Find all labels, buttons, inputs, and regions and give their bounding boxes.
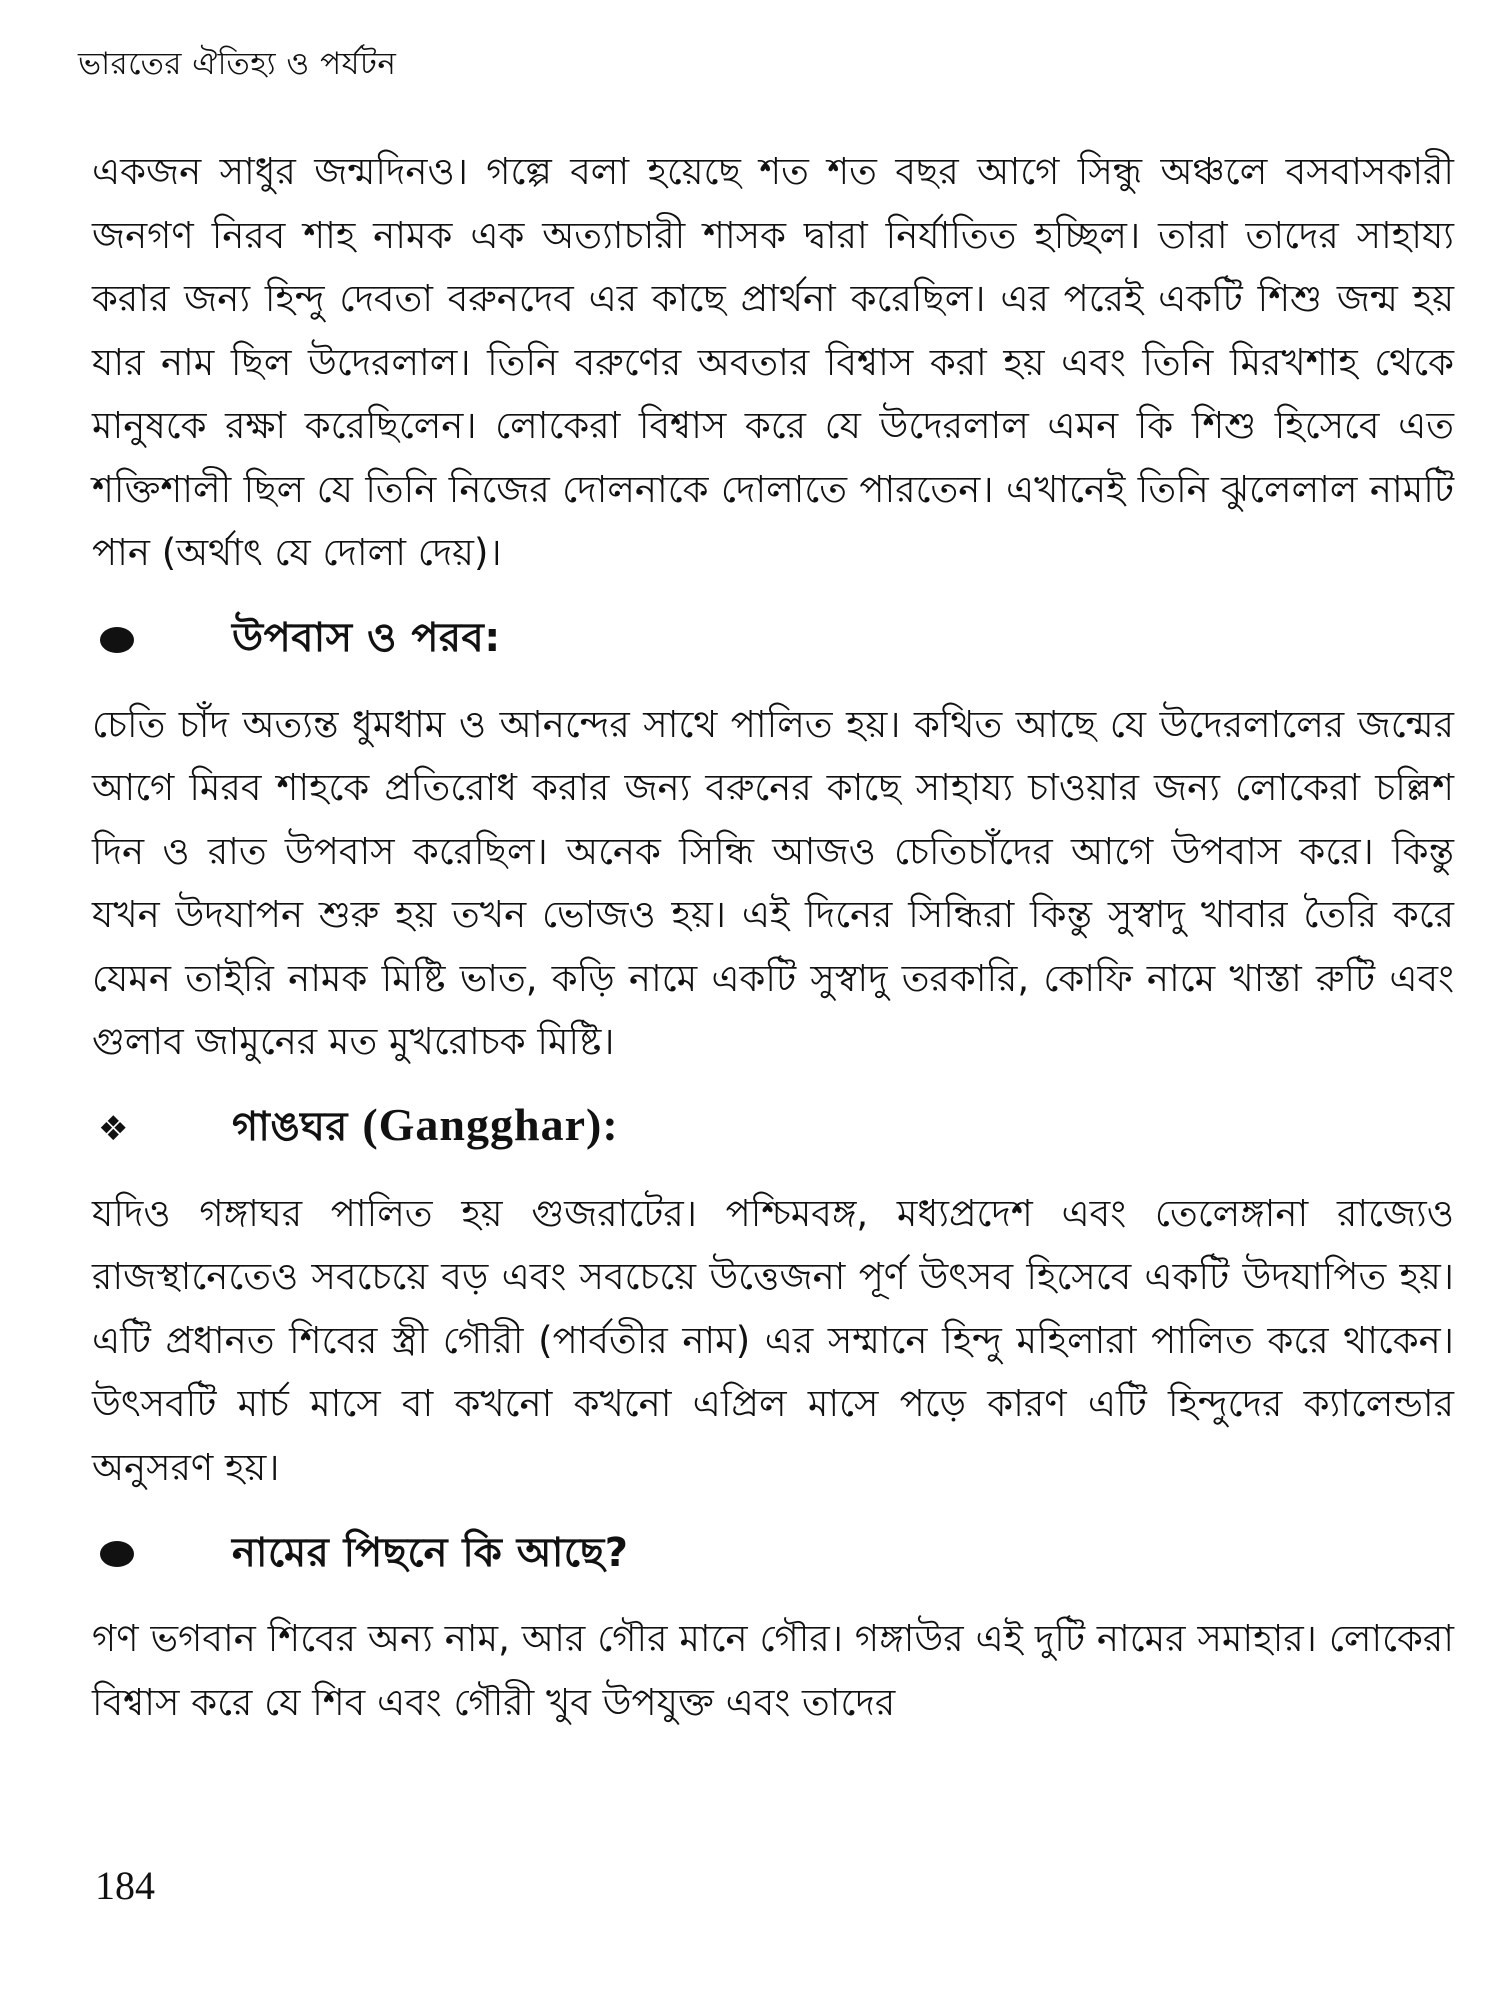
heading-title-gangghar-english: (Gangghar):: [362, 1099, 619, 1150]
section-heading-gangghar: [92, 1088, 1454, 1170]
heading-marker: [92, 1108, 232, 1149]
section-heading-fasting: [92, 599, 1454, 681]
heading-marker: [92, 1541, 232, 1567]
paragraph-jhulelal-story: একজন সাধুর জন্মদিনও। গল্পে বলা হয়েছে শত শত বছর আগে সিন্ধু অঞ্চলে বসবাসকারী জনগণ নিরব শাহ নামক এক অত্যাচারী শাসক দ্বারা নির্যাতিত হচ্ছিল। তারা তাদের সাহায্য করার জন্য হিন্দু দেবতা বরুনদেব এর কাছে প্রার্থনা করেছিল। এর পরেই একটি শিশু জন্ম হয় যার নাম ছিল উদেরলাল। তিনি বরুণের অবতার বিশ্বাস করা হয় এবং তিনি মিরখশাহ থেকে মানুষকে রক্ষা করেছিলেন। লোকেরা বিশ্বাস করে যে উদেরলাল এমন কি শিশু হিসেবে এত শক্তিশালী ছিল যে তিনি নিজের দোলনাকে দোলাতে পারতেন। এখানেই তিনি ঝুলেলাল নামটি পান (অর্থাৎ যে দোলা দেয়)।: [92, 150, 1454, 574]
running-header: ভারতের ঐতিহ্য ও পর্যটন: [78, 46, 397, 82]
bullet-dot-icon: [100, 1541, 134, 1567]
section-heading-name-meaning: [92, 1513, 1454, 1595]
heading-title-gangghar-bengali: গাঙঘর: [232, 1104, 348, 1150]
heading-title-name-meaning: নামের পিছনে কি আছে?: [232, 1529, 629, 1576]
page-number: 184: [95, 1863, 155, 1908]
four-diamond-icon: ❖: [98, 1108, 129, 1149]
heading-title-fasting: উপবাস ও পরব:: [232, 615, 501, 661]
heading-marker: [92, 627, 232, 653]
heading-title-gangghar: [232, 1095, 619, 1162]
paragraph-fasting-feast: চেতি চাঁদ অত্যন্ত ধুমধাম ও আনন্দের সাথে পালিত হয়। কথিত আছে যে উদেরলালের জন্মের আগে মিরব শাহকে প্রতিরোধ করার জন্য বরুনের কাছে সাহায্য চাওয়ার জন্য লোকেরা চল্লিশ দিন ও রাত উপবাস করেছিল। অনেক সিন্ধি আজও চেতিচাঁদের আগে উপবাস করে। কিন্তু যখন উদযাপন শুরু হয় তখন ভোজও হয়। এই দিনের সিন্ধিরা কিন্তু সুস্বাদু খাবার তৈরি করে যেমন তাইরি নামক মিষ্টি ভাত, কড়ি নামে একটি সুস্বাদু তরকারি, কোফি নামে খাস্তা রুটি এবং গুলাব জামুনের মত মুখরোচক মিষ্টি।: [92, 702, 1454, 1063]
bullet-dot-icon: [100, 627, 134, 653]
paragraph-gangghar-festival: যদিও গঙ্গাঘর পালিত হয় গুজরাটের। পশ্চিমবঙ্গ, মধ্যপ্রদেশ এবং তেলেঙ্গানা রাজ্যেও রাজস্থানেতেও সবচেয়ে বড় এবং সবচেয়ে উত্তেজনা পূর্ণ উৎসব হিসেবে একটি উদযাপিত হয়। এটি প্রধানত শিবের স্ত্রী গৌরী (পার্বতীর নাম) এর সম্মানে হিন্দু মহিলারা পালিত করে থাকেন। উৎসবটি মার্চ মাসে বা কখনো কখনো এপ্রিল মাসে পড়ে কারণ এটি হিন্দুদের ক্যালেন্ডার অনুসরণ হয়।: [92, 1191, 1454, 1489]
paragraph-name-meaning: গণ ভগবান শিবের অন্য নাম, আর গৌর মানে গৌর। গঙ্গাউর এই দুটি নামের সমাহার। লোকেরা বিশ্বাস করে যে শিব এবং গৌরী খুব উপযুক্ত এবং তাদের: [92, 1617, 1454, 1724]
page-body: [92, 140, 1454, 1734]
